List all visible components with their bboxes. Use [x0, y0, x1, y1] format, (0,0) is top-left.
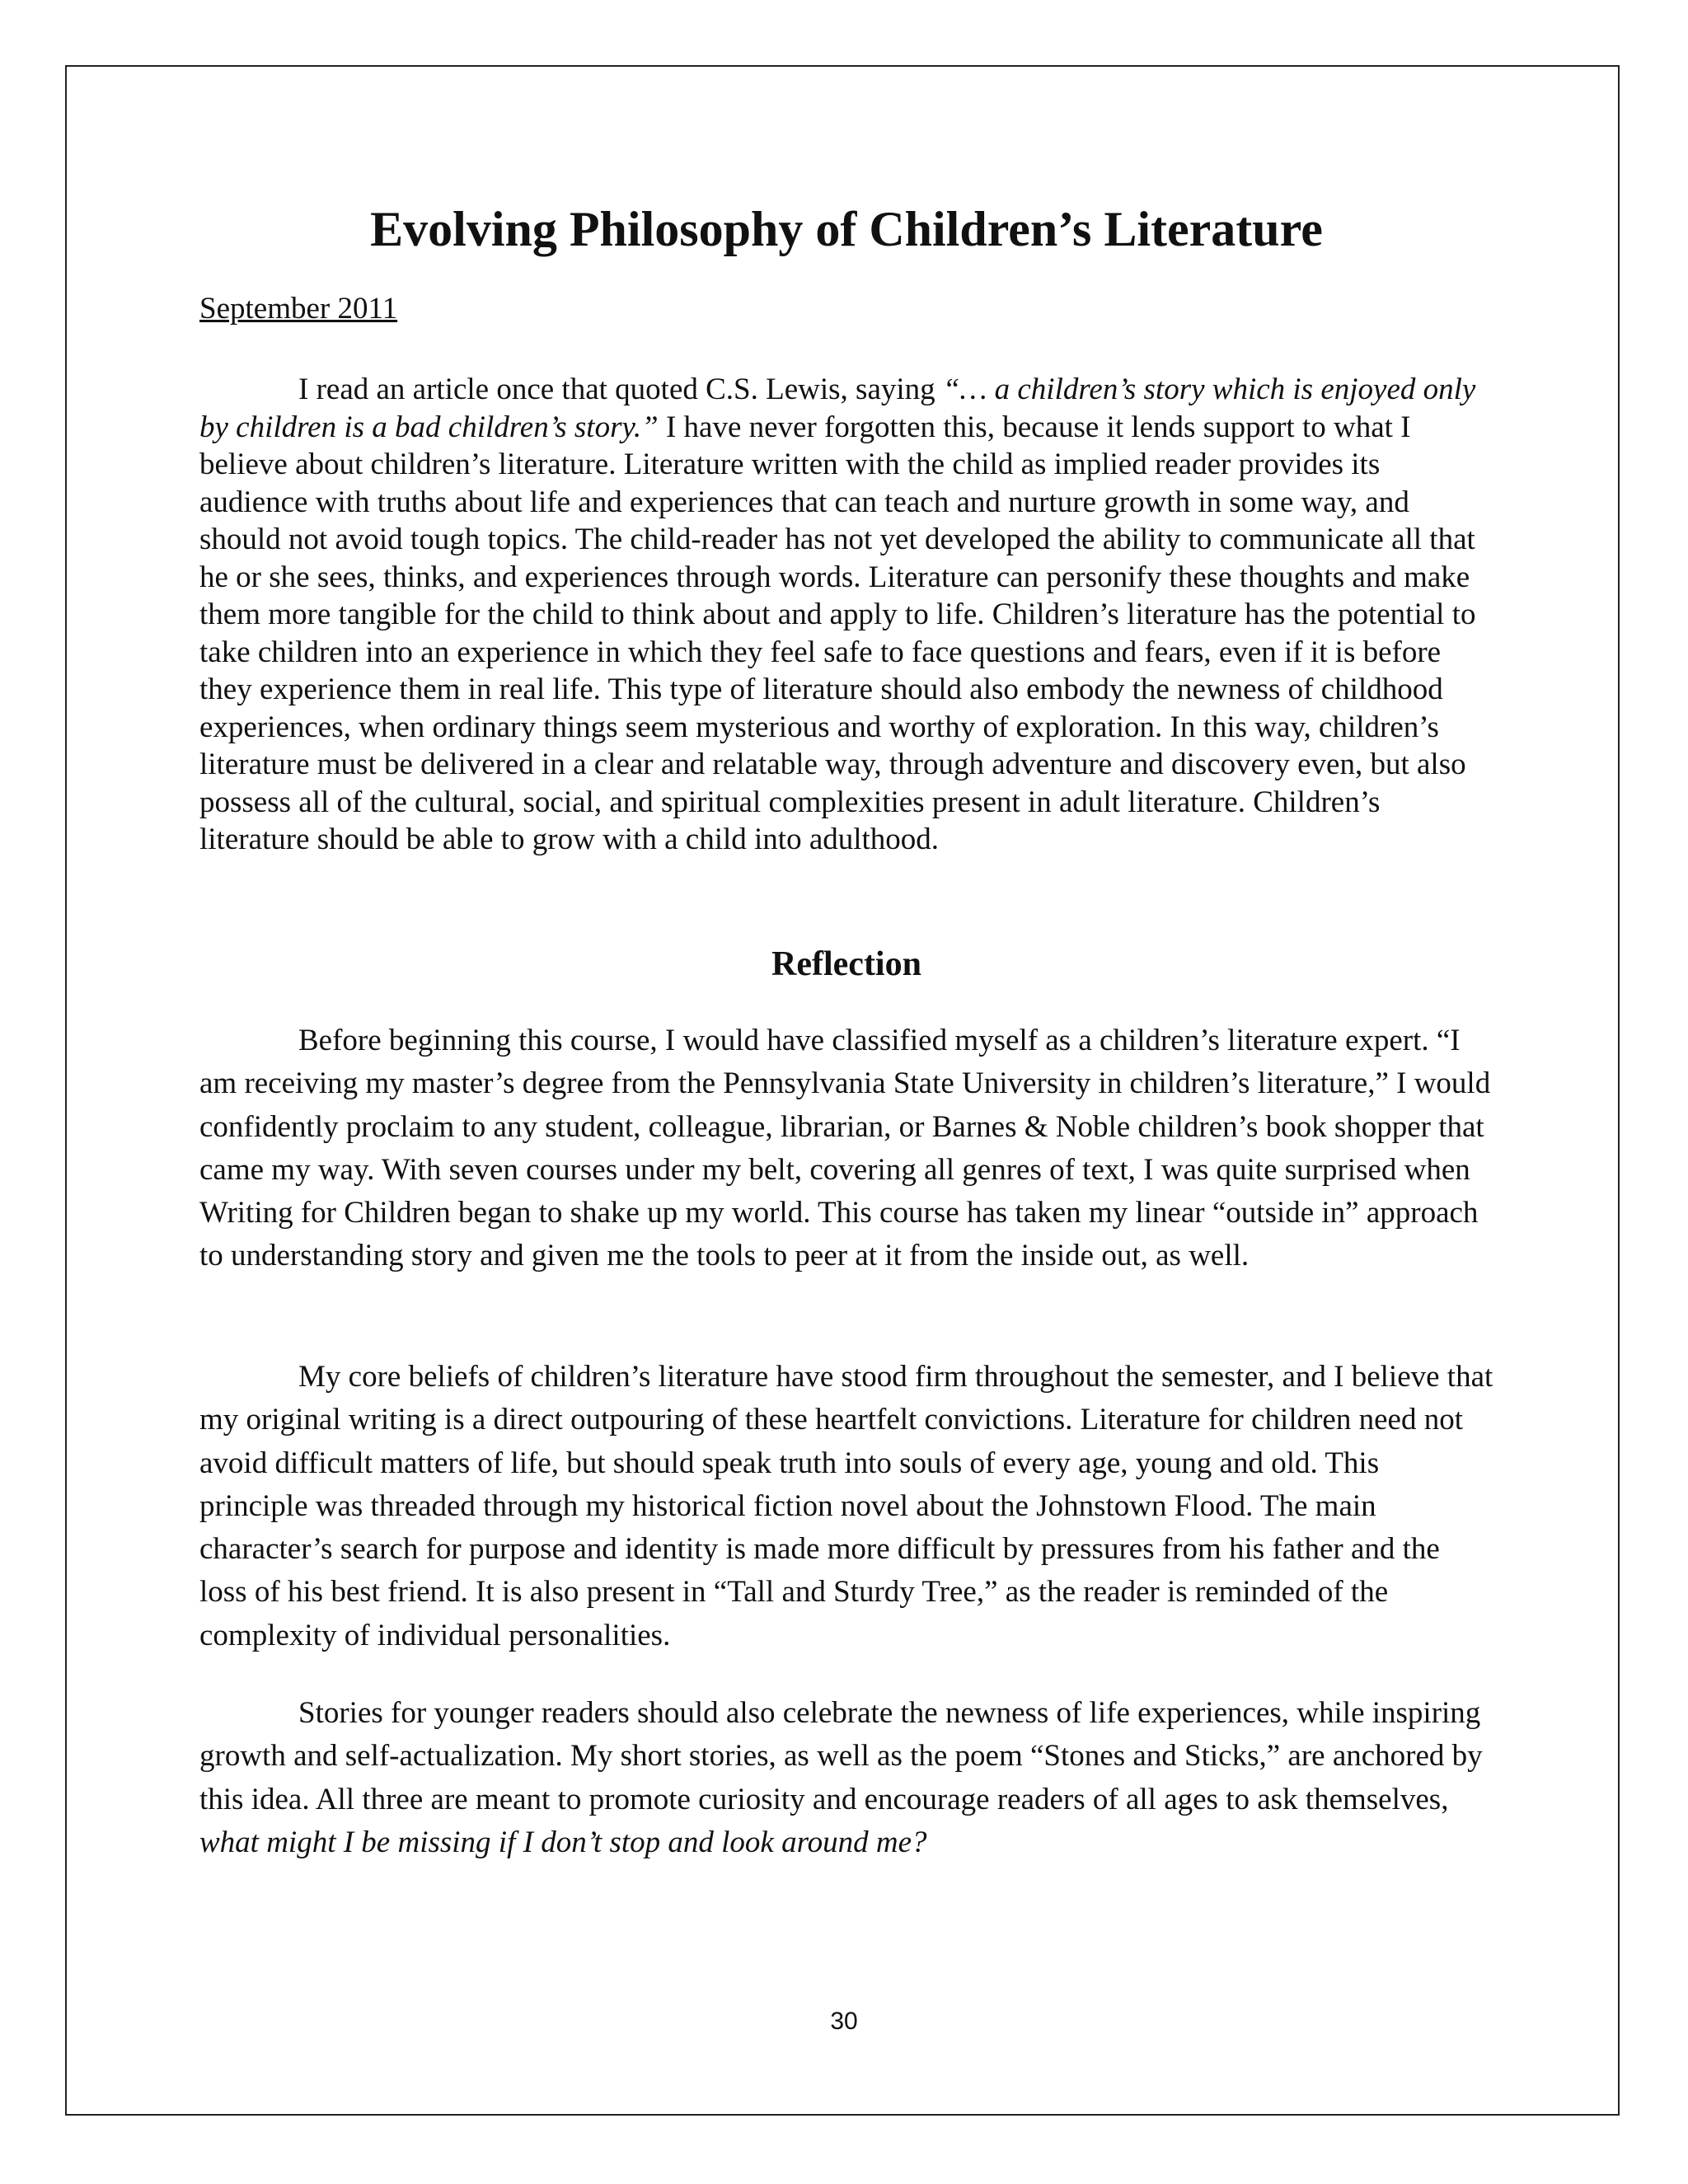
reflection-heading: Reflection — [771, 945, 921, 983]
lewis-quote: “… a children’s story which is enjoyed only by children is a bad children’s story.” — [199, 373, 1476, 444]
document-date: September 2011 — [199, 292, 398, 326]
philosophy-intro-text: I read an article once that quoted C.S. Lewis, saying — [298, 373, 943, 406]
reflection-paragraph-2: My core beliefs of children’s literature have stood firm throughout the semester, and I believe that my original writing is a direct outpouring of these heartfelt convictions. Literature for children need not avoid difficult matters of life, but should speak truth into souls of every age, young and old. This principle was threaded through my historical fiction novel about the Johnstown Flood. The main character’s search for purpose and identity is made more difficult by pressures from his father and the loss of his best friend. It is also present in “Tall and Sturdy Tree,” as the reader is reminded of the complexity of individual personalities. — [199, 1360, 1493, 1652]
philosophy-paragraph — [199, 371, 1493, 859]
document-title: Evolving Philosophy of Children’s Literature — [370, 202, 1323, 256]
reflection-paragraph-3 — [199, 1692, 1493, 1864]
philosophy-body-text: I have never forgotten this, because it lends support to what I believe about children’s literature. Literature written with the child as implied reader provides its audience with truths about life and experiences that can teach and nurture growth in some way, and should not avoid tough topics. The child-reader has not yet developed the ability to communicate all that he or she sees, thinks, and experiences through words. Literature can personify these thoughts and make them more tangible for the child to think about and apply to life. Children’s literature has the potential to take children into an experience in which they feel safe to face questions and fears, even if it is before they experience them in real life. This type of literature should also embody the newness of childhood experiences, when ordinary things seem mysterious and worthy of exploration. In this way, children’s literature must be delivered in a clear and relatable way, through adventure and discovery even, but also possess all of the cultural, social, and spiritual complexities present in adult literature. Children’s literature should be able to grow with a child into adulthood. — [199, 410, 1476, 856]
reflection-paragraph-3-text: Stories for younger readers should also celebrate the newness of life experiences, while inspiring growth and self-actualization. My short stories, as well as the poem “Stones and Sticks,” are anchored by this idea. All three are meant to promote curiosity and encourage readers of all ages to ask themselves, — [199, 1696, 1483, 1816]
page-number: 30 — [830, 2008, 858, 2035]
closing-question: what might I be missing if I don’t stop and look around me? — [199, 1825, 927, 1859]
reflection-paragraph-1: Before beginning this course, I would have classified myself as a children’s literature expert. “I am receiving my master’s degree from the Pennsylvania State University in children’s literature,” I would confidently proclaim to any student, colleague, librarian, or Barnes & Noble children’s book shopper that came my way. With seven courses under my belt, covering all genres of text, I was quite surprised when Writing for Children began to shake up my world. This course has taken my linear “outside in” approach to understanding story and given me the tools to peer at it from the inside out, as well. — [199, 1024, 1491, 1273]
